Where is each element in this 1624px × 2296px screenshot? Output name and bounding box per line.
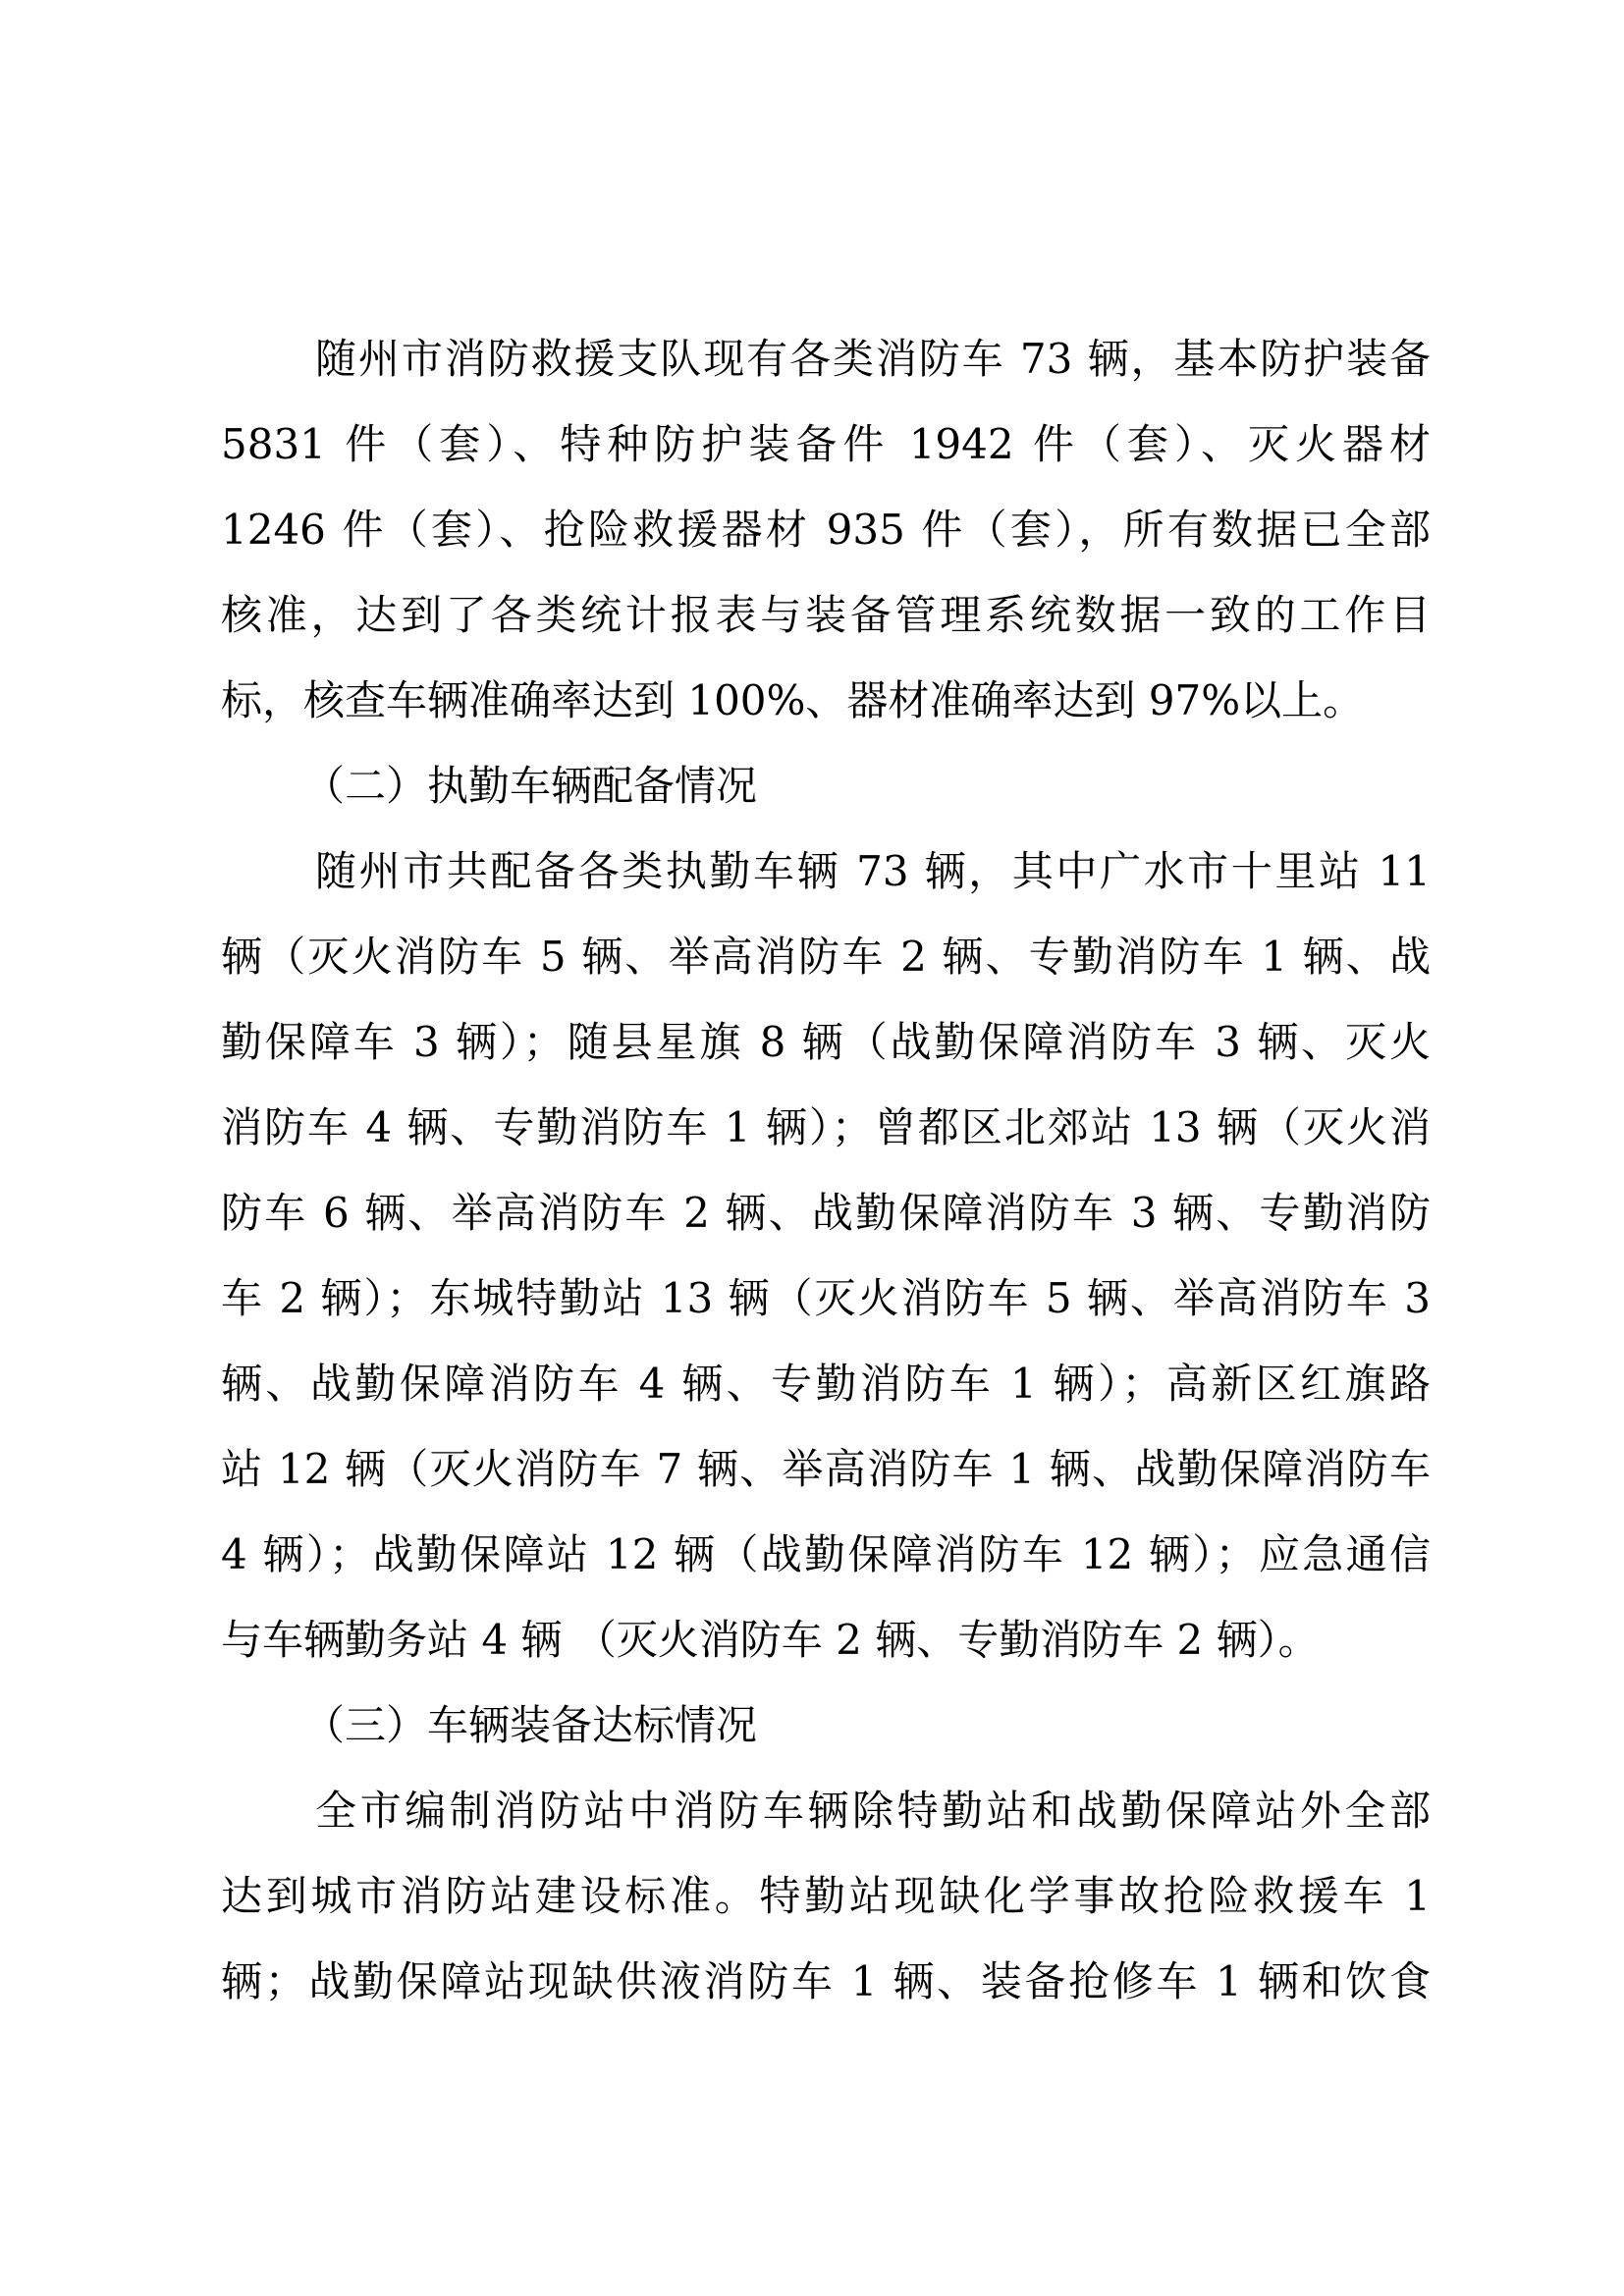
document-body	[221, 316, 1431, 2024]
paragraph-standards-compliance	[221, 1768, 1431, 2024]
text-line: 辆；战勤保障站现缺供液消防车 1 辆、装备抢修车 1 辆和饮食	[221, 1957, 1431, 2005]
text-line: 5831 件（套）、特种防护装备件 1942 件（套）、灭火器材	[221, 420, 1431, 468]
text-line: 全市编制消防站中消防车辆除特勤站和战勤保障站外全部	[315, 1787, 1431, 1835]
section-heading-2: （二）执勤车辆配备情况	[303, 762, 758, 810]
text-line: 1246 件（套）、抢险救援器材 935 件（套），所有数据已全部	[221, 506, 1431, 554]
text-line: 达到城市消防站建设标准。特勤站现缺化学事故抢险救援车 1	[221, 1872, 1431, 1920]
paragraph-equipment-summary	[221, 316, 1431, 743]
text-line: 随州市共配备各类执勤车辆 73 辆，其中广水市十里站 11	[315, 847, 1431, 895]
text-line: 防车 6 辆、举高消防车 2 辆、战勤保障消防车 3 辆、专勤消防	[221, 1189, 1431, 1237]
text-line: 4 辆）；战勤保障站 12 辆（战勤保障消防车 12 辆）；应急通信	[221, 1530, 1431, 1578]
text-line: 消防车 4 辆、专勤消防车 1 辆）；曾都区北郊站 13 辆（灭火消	[221, 1103, 1431, 1151]
text-line: 车 2 辆）；东城特勤站 13 辆（灭火消防车 5 辆、举高消防车 3	[221, 1274, 1431, 1322]
text-line: 标，核查车辆准确率达到 100%、器材准确率达到 97%以上。	[221, 676, 1365, 724]
paragraph-vehicle-allocation	[221, 828, 1431, 1682]
text-line: 勤保障车 3 辆）；随县星旗 8 辆（战勤保障消防车 3 辆、灭火	[221, 1018, 1431, 1066]
section-heading-3: （三）车辆装备达标情况	[303, 1701, 758, 1749]
text-line: 站 12 辆（灭火消防车 7 辆、举高消防车 1 辆、战勤保障消防车	[221, 1445, 1431, 1493]
text-line: 辆、战勤保障消防车 4 辆、专勤消防车 1 辆）；高新区红旗路	[221, 1360, 1431, 1408]
text-line: 与车辆勤务站 4 辆 （灭火消防车 2 辆、专勤消防车 2 辆）。	[221, 1616, 1320, 1664]
text-line: 辆（灭火消防车 5 辆、举高消防车 2 辆、专勤消防车 1 辆、战	[221, 933, 1431, 981]
text-line: 随州市消防救援支队现有各类消防车 73 辆，基本防护装备	[315, 335, 1431, 383]
text-line: 核准，达到了各类统计报表与装备管理系统数据一致的工作目	[221, 591, 1431, 639]
